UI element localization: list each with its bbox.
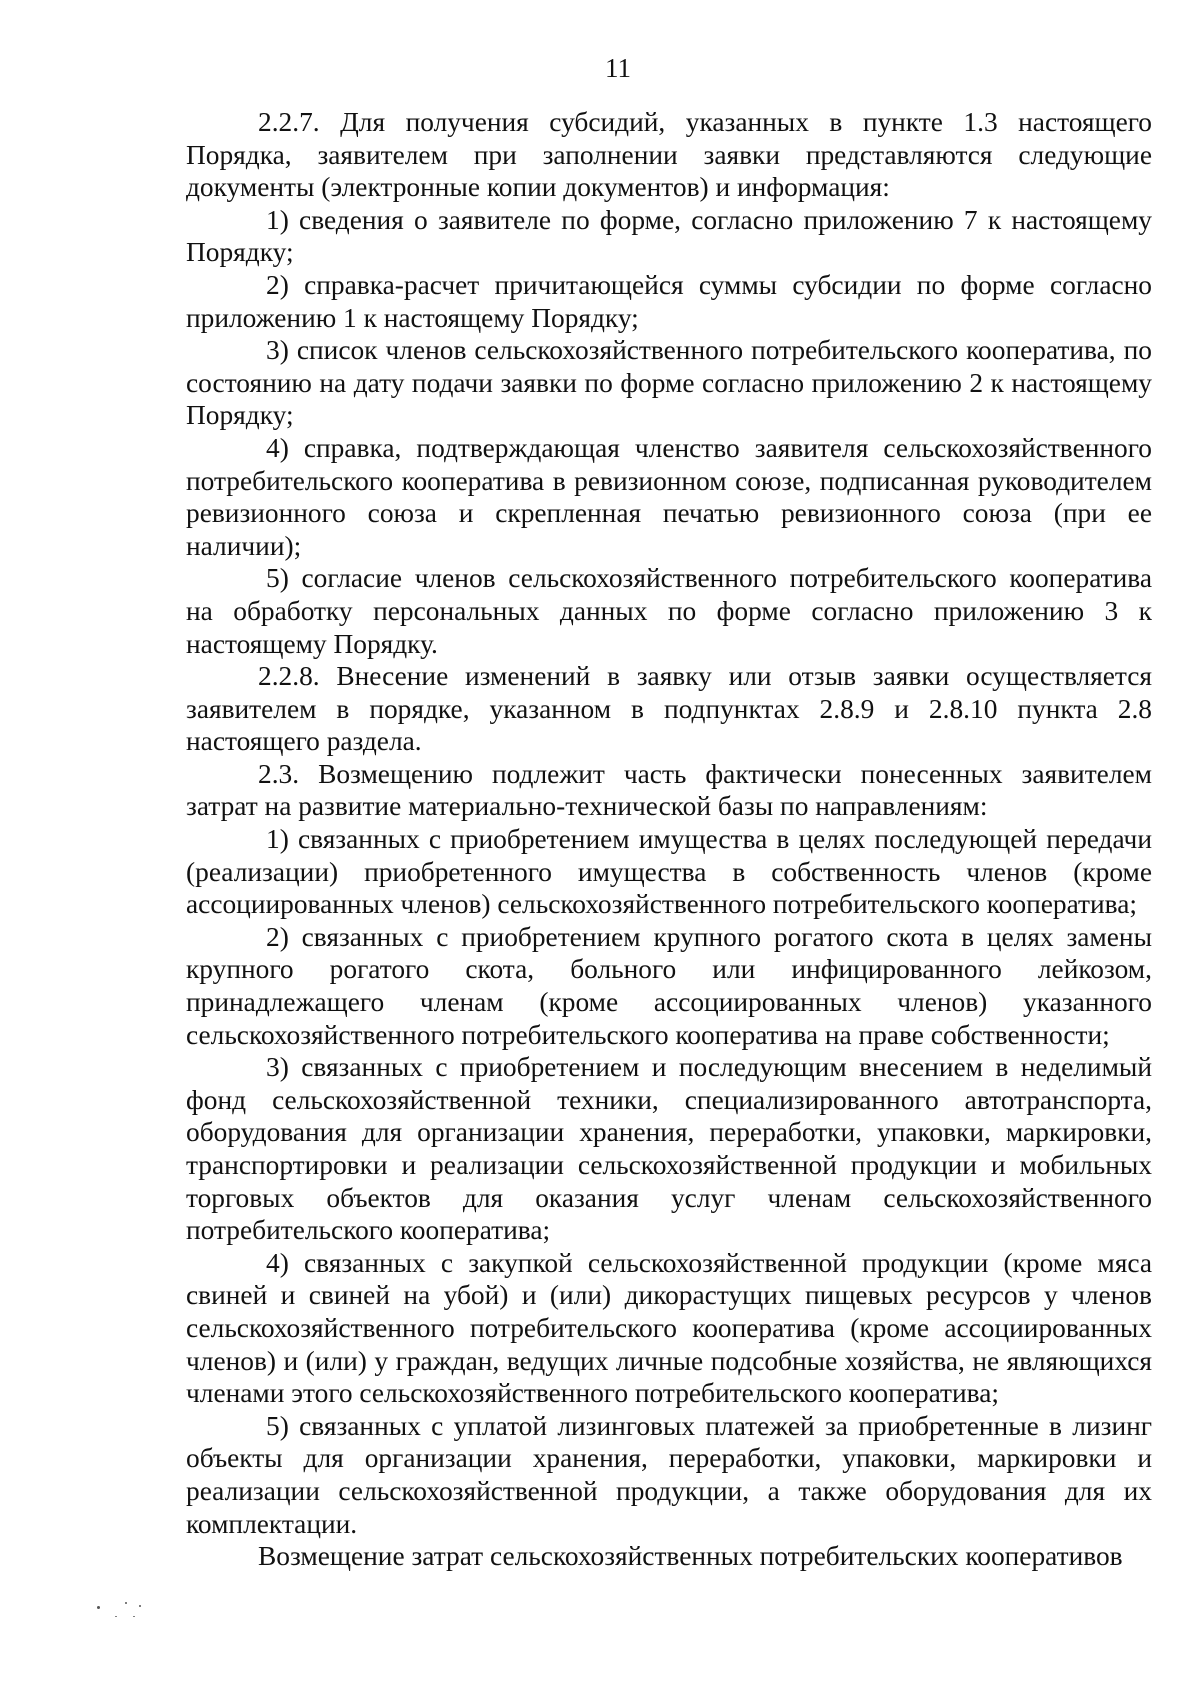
paragraph-direction-2: 2) связанных с приобретением крупного рогатого скота в целях замены крупного рогатого скота, больного или инфицированного лейкозом, принадлежащего членам (кроме ассоциированных членов) указанного сельскохозяйственного потребительского кооператива на праве собственности; [186,921,1152,1050]
paragraph-2-2-7: 2.2.7. Для получения субсидий, указанных в пункте 1.3 настоящего Порядка, заявителем при заполнении заявки представляются следующие документы (электронные копии документов) и информация: [186,107,1152,203]
paragraph-2-3: 2.3. Возмещению подлежит часть фактически понесенных заявителем затрат на развитие материально-технической базы по направлениям: [186,758,1152,822]
paragraph-direction-5: 5) связанных с уплатой лизинговых платежей за приобретенные в лизинг объекты для организации хранения, переработки, упаковки, маркировки и реализации сельскохозяйственной продукции, а также оборудования для их комплектации. [186,1410,1152,1539]
paragraph-item-5: 5) согласие членов сельскохозяйственного потребительского кооператива на обработку персональных данных по форме согласно приложению 3 к настоящему Порядку. [186,563,1152,659]
paragraph-2-2-8: 2.2.8. Внесение изменений в заявку или отзыв заявки осуществляется заявителем в порядке, указанном в подпунктах 2.8.9 и 2.8.10 пункта 2.8 настоящего раздела. [186,661,1152,757]
paragraph-direction-1: 1) связанных с приобретением имущества в целях последующей передачи (реализации) приобретенного имущества в собственность членов (кроме ассоциированных членов) сельскохозяйственного потребительского кооператива; [186,824,1152,920]
scan-speck [133,1616,135,1617]
scan-speck [139,1605,141,1607]
paragraph-item-4: 4) справка, подтверждающая членство заявителя сельскохозяйственного потребительского кооператива в ревизионном союзе, подписанная руководителем ревизионного союза и скрепленная печатью ревизионного союза (при ее наличии); [186,432,1152,561]
scan-specks [95,1600,155,1620]
scan-speck [115,1616,117,1617]
scan-speck [97,1606,100,1609]
paragraph-reimbursement: Возмещение затрат сельскохозяйственных потребительских кооперативов [258,1541,1123,1572]
page-number: 11 [605,53,631,83]
paragraph-direction-4: 4) связанных с закупкой сельскохозяйственной продукции (кроме мяса свиней и свиней на убой) и (или) дикорастущих пищевых ресурсов у членов сельскохозяйственного потребительского кооператива (кроме ассоциированных членов) и (или) у граждан, ведущих личные подсобные хозяйства, не являющихся членами этого сельскохозяйственного потребительского кооператива; [186,1247,1152,1409]
paragraph-item-1: 1) сведения о заявителе по форме, согласно приложению 7 к настоящему Порядку; [186,204,1152,268]
paragraph-item-3: 3) список членов сельскохозяйственного потребительского кооператива, по состоянию на дату подачи заявки по форме согласно приложению 2 к настоящему Порядку; [186,335,1152,431]
scan-speck [125,1602,127,1604]
paragraph-item-2: 2) справка-расчет причитающейся суммы субсидии по форме согласно приложению 1 к настоящему Порядку; [186,269,1152,333]
document-body [186,106,1152,1573]
paragraph-direction-3: 3) связанных с приобретением и последующим внесением в неделимый фонд сельскохозяйственной техники, специализированного автотранспорта, оборудования для организации хранения, переработки, упаковки, маркировки, транспортировки и реализации сельскохозяйственной продукции и мобильных торговых объектов для оказания услуг членам сельскохозяйственного потребительского кооператива; [186,1052,1152,1246]
